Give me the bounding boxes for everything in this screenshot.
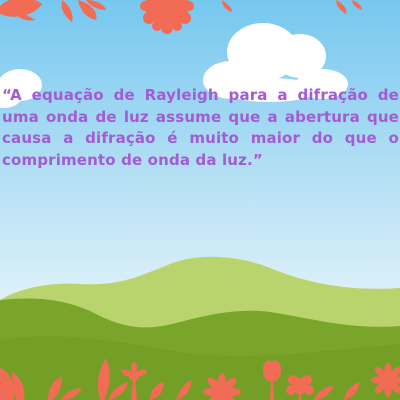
rayleigh-quote: “A equação de Rayleigh para a difração de uma onda de luz assume que a abertura que causa a difração é muito maior do que o comprimento de onda da luz.” xyxy=(2,86,399,169)
